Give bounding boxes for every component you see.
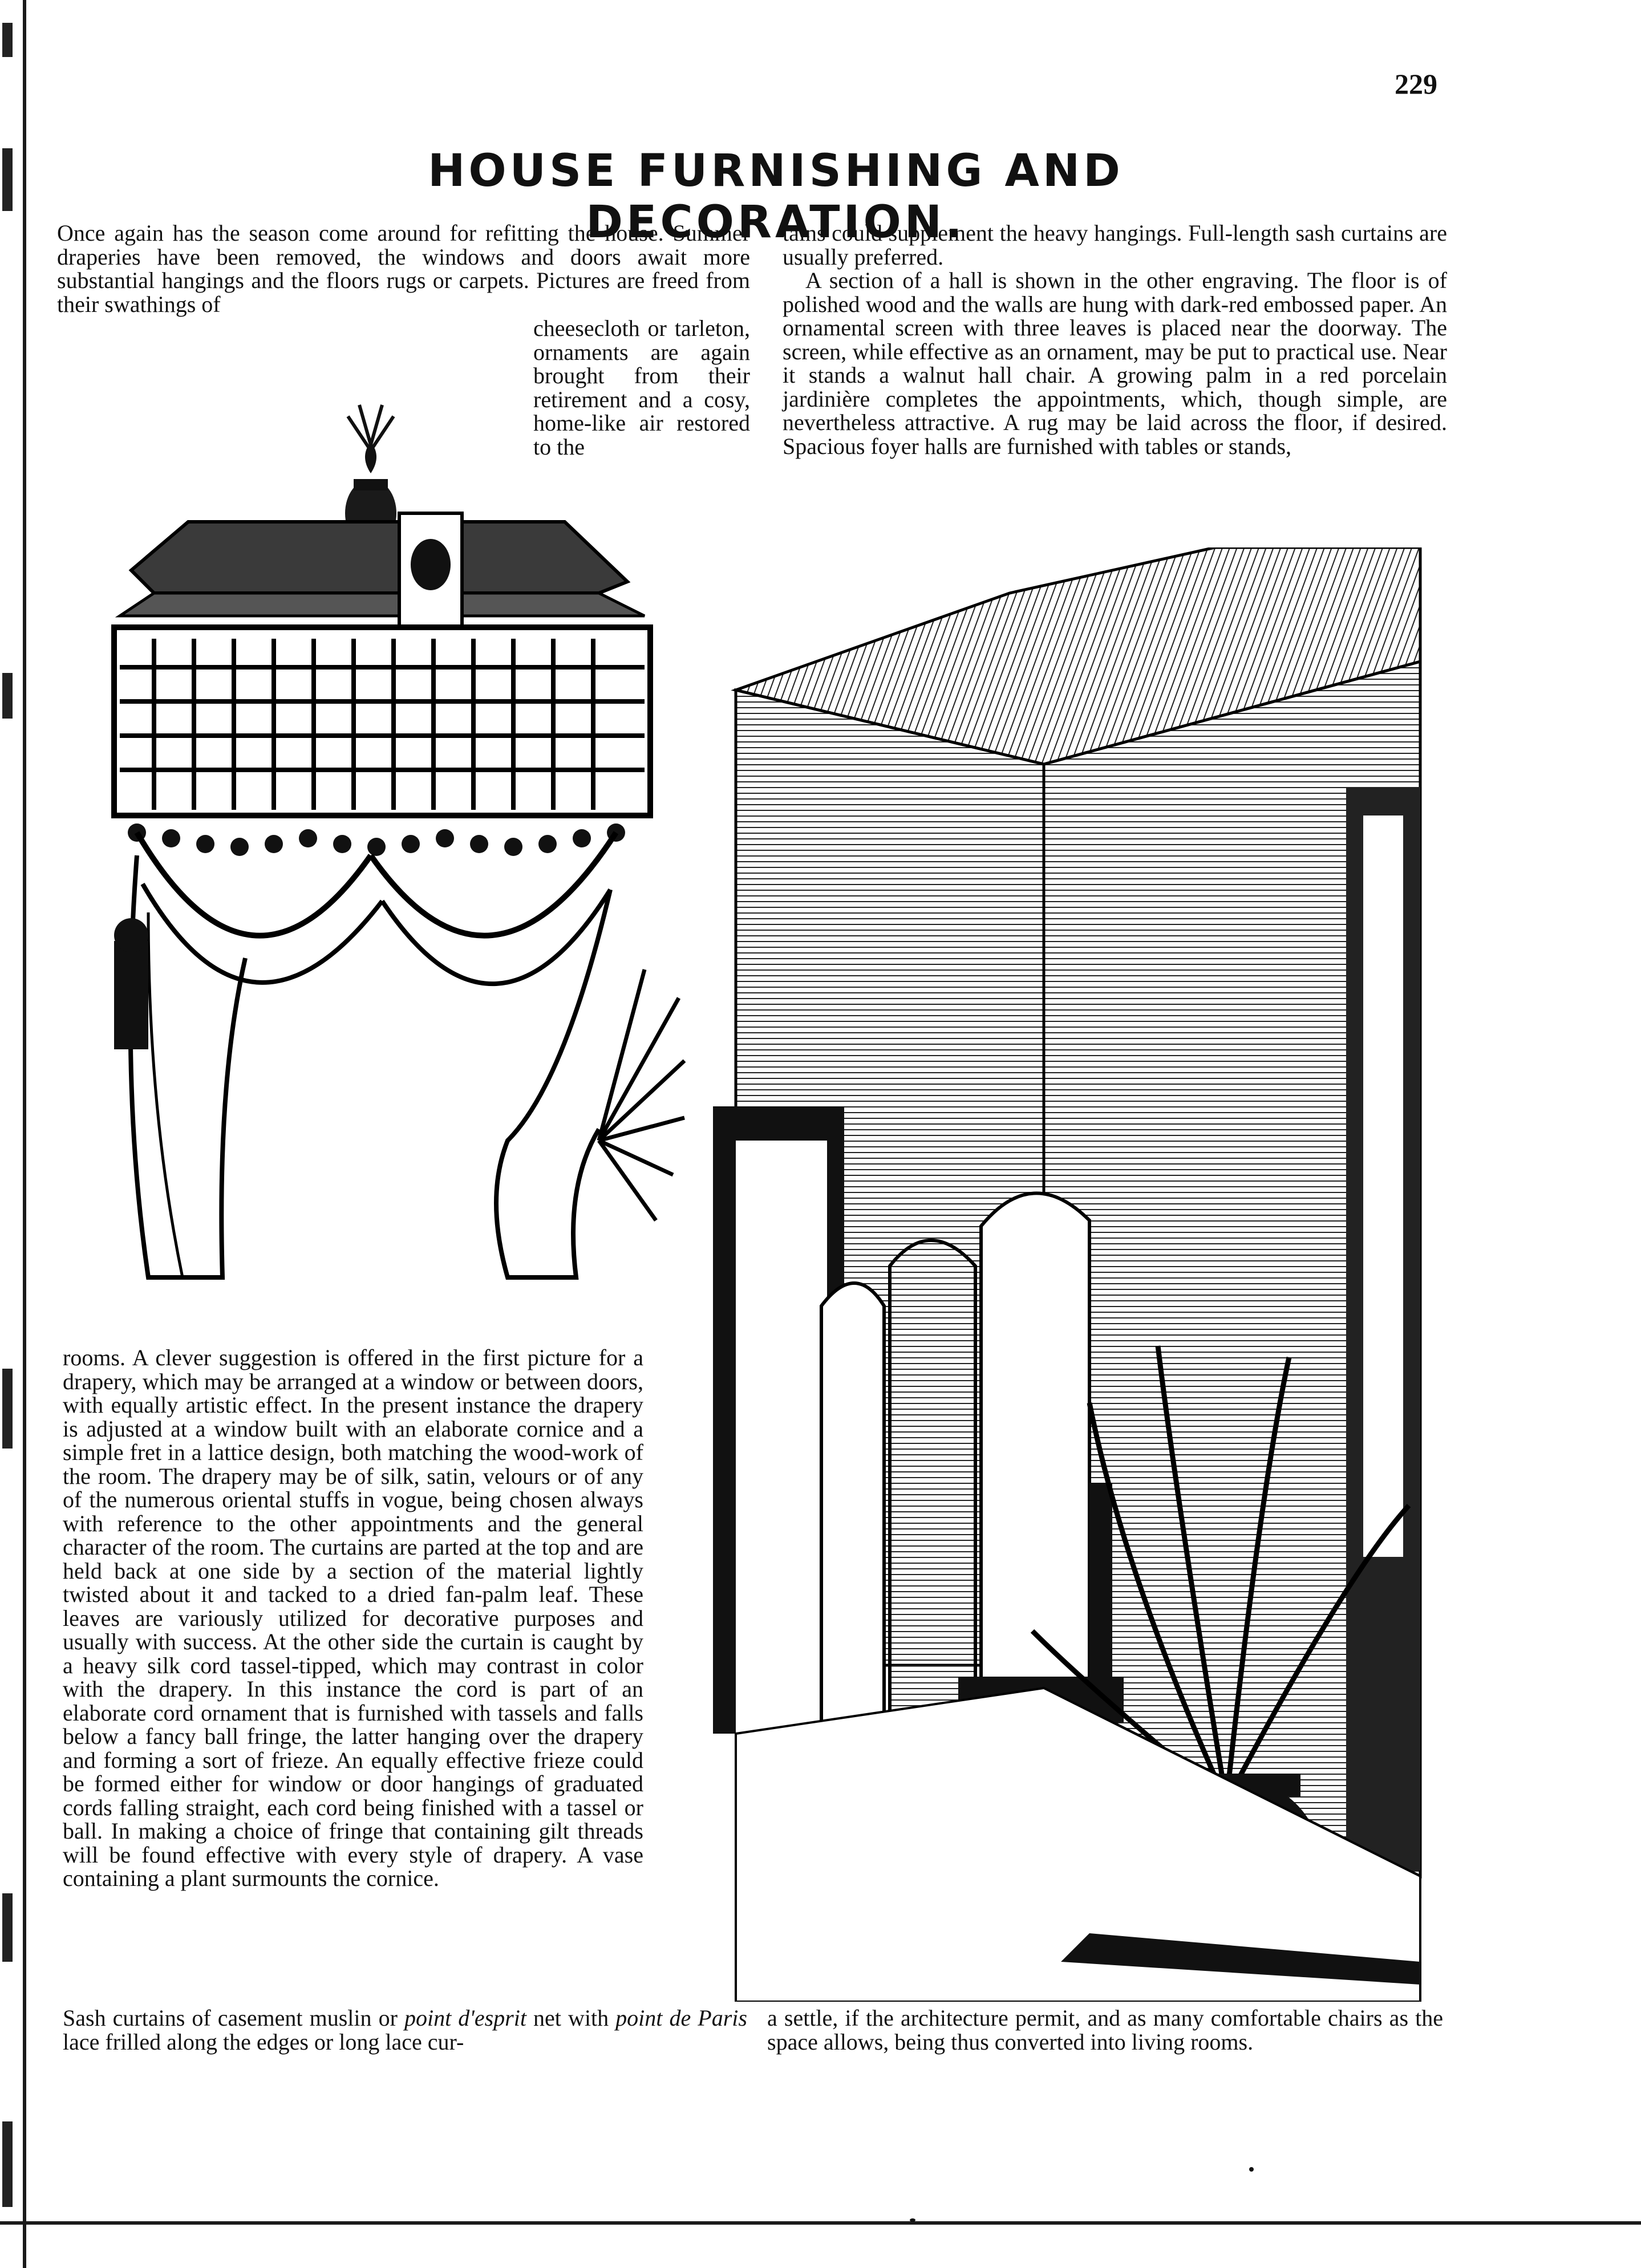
hall-section-engraving [690,547,1454,2002]
edge-speck [2,23,13,57]
edge-speck [2,673,13,719]
column-two-top [783,221,1447,458]
paragraph-text: a settle, if the architecture permit, and as many comfortable chairs as the space allows, being thus converted into living rooms. [767,2005,1443,2055]
paragraph-text: tains could supplement the heavy hangings. Full-length sash curtains are usually preferred. [783,220,1447,270]
text-run: lace frilled along the edges or long lace cur- [63,2028,464,2055]
paragraph-sash-curtains [63,2006,747,2054]
hall-section-illustration [690,547,1454,2002]
binding-edge-line [23,0,26,2268]
paragraph-text: rooms. A clever suggestion is offered in the first picture for a drapery, which may be arranged at a window or between doors, with equally artistic effect. In the present instance the drapery is adjusted at a window built with an elaborate cornice and a simple fret in a lattice design, both matching the wood-work of the room. The drapery may be of silk, satin, velours or of any of the numerous oriental stuffs in vogue, being chosen always with reference to the other appointments and the general character of the room. The curtains are parted at the top and are held back at one side by a section of the material lightly twisted about it and tacked to a dried fan-palm leaf. These leaves are variously utilized for decorative purposes and usually with success. At the other side the curtain is caught by a heavy silk cord tassel-tipped, which may contrast in color with the drapery. In this instance the cord is part of an elaborate cord ornament that is furnished with tassels and falls below a fancy ball fringe, the latter hanging over the drapery and forming a sort of frieze. An equally effective frieze could be formed either for window or door hangings of graduated cords falling straight, each cord being finished with a tassel or ball. In making a choice of fringe that containing gilt threads will be found effective with every style of drapery. A vase containing a plant surmounts the cornice. [63,1345,643,1891]
paragraph-closing [767,2006,1443,2054]
paragraph-text: Once again has the season come around for refitting the house. Summer draperies have been removed, the windows and doors await more substantial hangings and the floors rugs or carpets. Pictures are freed from their swathings of [57,220,750,317]
paragraph-text: cheesecloth or tarleton, ornaments are again brought from their retirement and a cosy, home-like air restored to the [533,315,750,460]
ink-speck [1249,2167,1254,2172]
ink-speck [910,2218,915,2222]
page-number: 229 [1395,68,1437,100]
paragraph-intro [57,221,750,316]
italic-term: point d'esprit [404,2005,526,2031]
paragraph-text: A section of a hall is shown in the other engraving. The floor is of polished wood and the walls are hung with dark-red embossed paper. An ornamental screen with three leaves is placed near the doorway. The screen, while effective as an ornament, may be put to practical use. Near it stands a walnut hall chair. A growing palm in a red porcelain jardinière completes the appointments, which, though simple, are nevertheless attractive. A rug may be laid across the floor, if desired. Spacious foyer halls are furnished with tables or stands, [783,267,1447,459]
text-run: Sash curtains of casement muslin or [63,2005,404,2031]
page-title: HOUSE FURNISHING AND DECORATION. [428,145,1124,248]
edge-speck [2,148,13,211]
paragraph-drapery-description [63,1346,643,1890]
edge-speck [2,2121,13,2207]
paragraph-text [63,2006,747,2054]
window-drapery-engraving [51,342,690,1295]
text-run: net with [526,2005,616,2031]
edge-speck [2,1369,13,1449]
edge-speck [2,1893,13,1962]
window-drapery-illustration [51,342,690,1295]
italic-term: point de Paris [615,2005,747,2031]
page-bottom-rule [0,2221,1641,2225]
